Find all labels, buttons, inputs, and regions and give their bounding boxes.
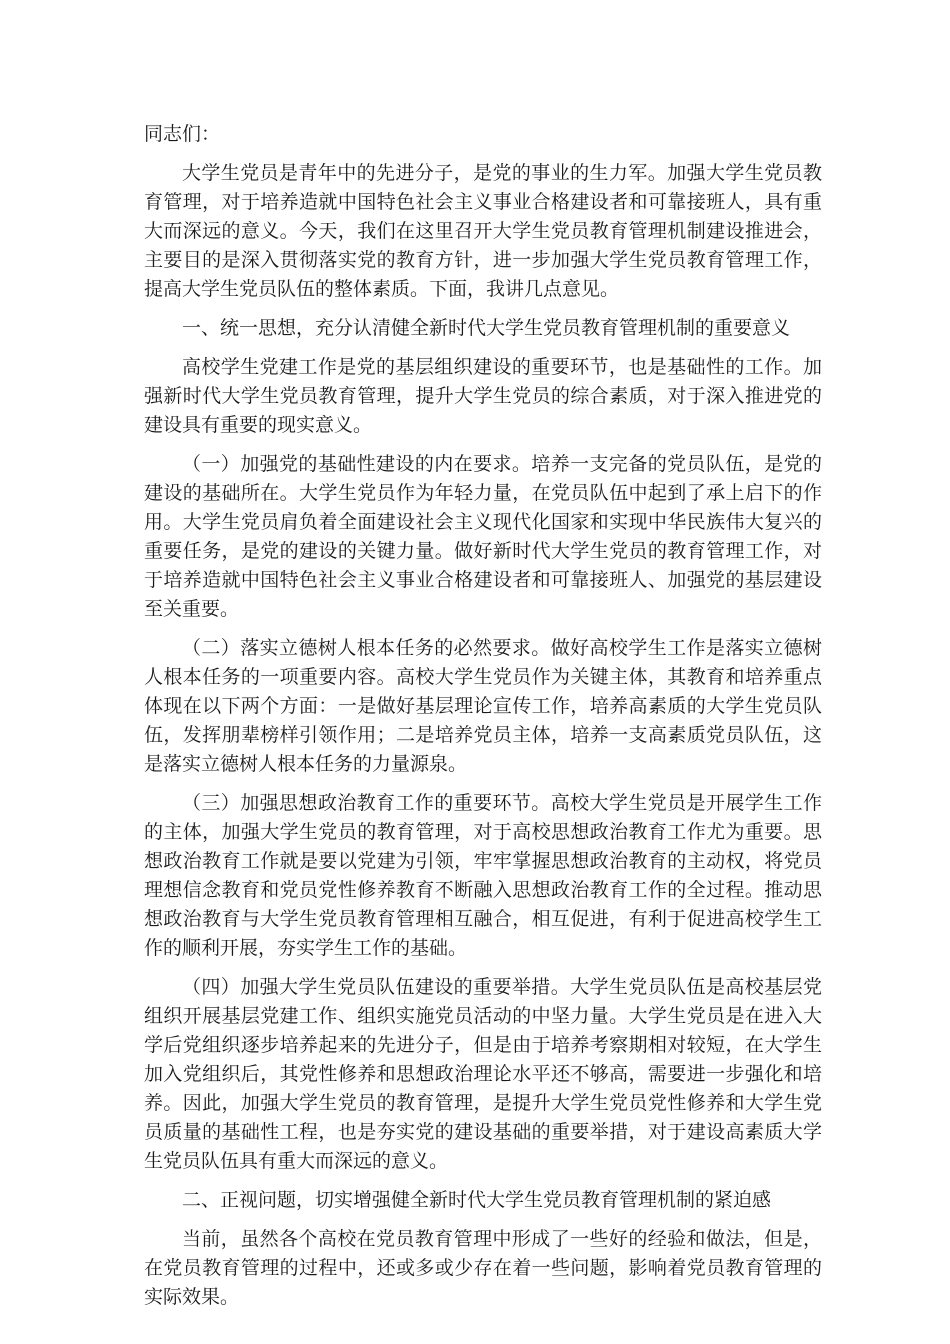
document-page xyxy=(144,120,822,1322)
paragraph-point-3: （三）加强思想政治教育工作的重要环节。高校大学生党员是开展学生工作的主体，加强大学生党员的教育管理，对于高校思想政治教育工作尤为重要。思想政治教育工作就是要以党建为引领，牢牢掌握思想政治教育的主动权，将党员理想信念教育和党员党性修养教育不断融入思想政治教育工作的全过程。推动思想政治教育与大学生党员教育管理相互融合，相互促进，有利于促进高校学生工作的顺利开展，夯实学生工作的基础。 xyxy=(144,792,822,959)
paragraph-point-4: （四）加强大学生党员队伍建设的重要举措。大学生党员队伍是高校基层党组织开展基层党建工作、组织实施党员活动的中坚力量。大学生党员是在进入大学后党组织逐步培养起来的先进分子，但是由于培养考察期相对较短，在大学生加入党组织后，其党性修养和思想政治理论水平还不够高，需要进一步强化和培养。因此，加强大学生党员的教育管理，是提升大学生党员党性修养和大学生党员质量的基础性工程，也是夯实党的建设基础的重要举措，对于建设高素质大学生党员队伍具有重大而深远的意义。 xyxy=(144,976,822,1172)
section-heading-2: 二、正视问题，切实增强健全新时代大学生党员教育管理机制的紧迫感 xyxy=(182,1189,772,1211)
section-heading-1: 一、统一思想，充分认清健全新时代大学生党员教育管理机制的重要意义 xyxy=(182,317,791,339)
paragraph-section-1-intro: 高校学生党建工作是党的基层组织建设的重要环节，也是基础性的工作。加强新时代大学生党员教育管理，提升大学生党员的综合素质，对于深入推进党的建设具有重要的现实意义。 xyxy=(144,356,822,436)
salutation: 同志们： xyxy=(144,123,221,145)
paragraph-point-2: （二）落实立德树人根本任务的必然要求。做好高校学生工作是落实立德树人根本任务的一项重要内容。高校大学生党员作为关键主体，其教育和培养重点体现在以下两个方面：一是做好基层理论宣传工作，培养高素质的大学生党员队伍，发挥朋辈榜样引领作用；二是培养党员主体，培养一支高素质党员队伍，这是落实立德树人根本任务的力量源泉。 xyxy=(144,637,822,775)
paragraph-intro: 大学生党员是青年中的先进分子，是党的事业的生力军。加强大学生党员教育管理，对于培养造就中国特色社会主义事业合格建设者和可靠接班人，具有重大而深远的意义。今天，我们在这里召开大学生党员教育管理机制建设推进会，主要目的是深入贯彻落实党的教育方针，进一步加强大学生党员教育管理工作，提高大学生党员队伍的整体素质。下面，我讲几点意见。 xyxy=(144,162,822,300)
paragraph-point-1: （一）加强党的基础性建设的内在要求。培养一支完备的党员队伍，是党的建设的基础所在。大学生党员作为年轻力量，在党员队伍中起到了承上启下的作用。大学生党员肩负着全面建设社会主义现代化国家和实现中华民族伟大复兴的重要任务，是党的建设的关键力量。做好新时代大学生党员的教育管理工作，对于培养造就中国特色社会主义事业合格建设者和可靠接班人、加强党的基层建设至关重要。 xyxy=(144,453,822,620)
paragraph-section-2-intro: 当前，虽然各个高校在党员教育管理中形成了一些好的经验和做法，但是，在党员教育管理的过程中，还或多或少存在着一些问题，影响着党员教育管理的实际效果。 xyxy=(144,1228,822,1308)
